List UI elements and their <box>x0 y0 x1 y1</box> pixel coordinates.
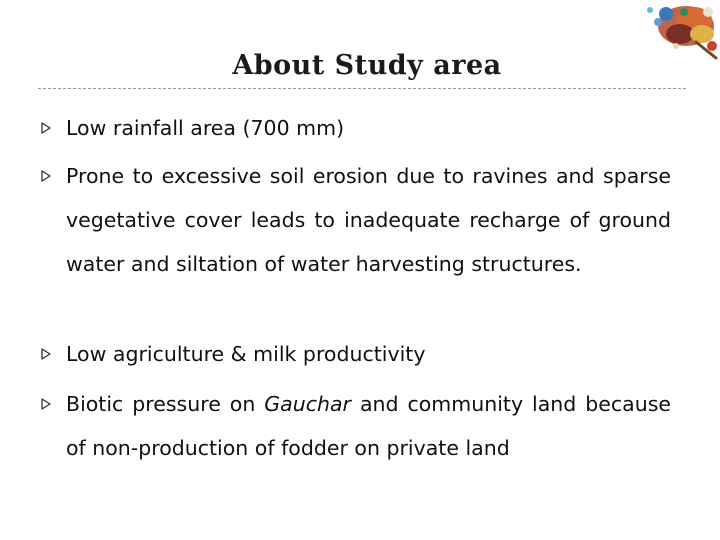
bullet-text: Low agriculture & milk productivity <box>66 342 426 366</box>
bullet-text: Low rainfall area (700 mm) <box>66 116 345 140</box>
triangle-right-icon <box>41 122 51 134</box>
triangle-right-icon <box>41 170 51 182</box>
title-divider <box>38 88 686 89</box>
bullet-text <box>66 382 671 470</box>
slide-title: About Study area <box>232 50 502 81</box>
triangle-right-icon <box>41 398 51 410</box>
bullet-text: Prone to excessive soil erosion due to ravines and sparse vegetative cover leads to inadequate recharge of ground water and siltation of water harvesting structures. <box>66 164 671 276</box>
bullet-text-emphasis: Gauchar <box>264 392 351 416</box>
triangle-right-icon <box>41 348 51 360</box>
bullet-text-pre: Biotic pressure on <box>66 392 265 416</box>
bullet-text-post: and community land because of non-production of fodder on private land <box>66 392 672 460</box>
